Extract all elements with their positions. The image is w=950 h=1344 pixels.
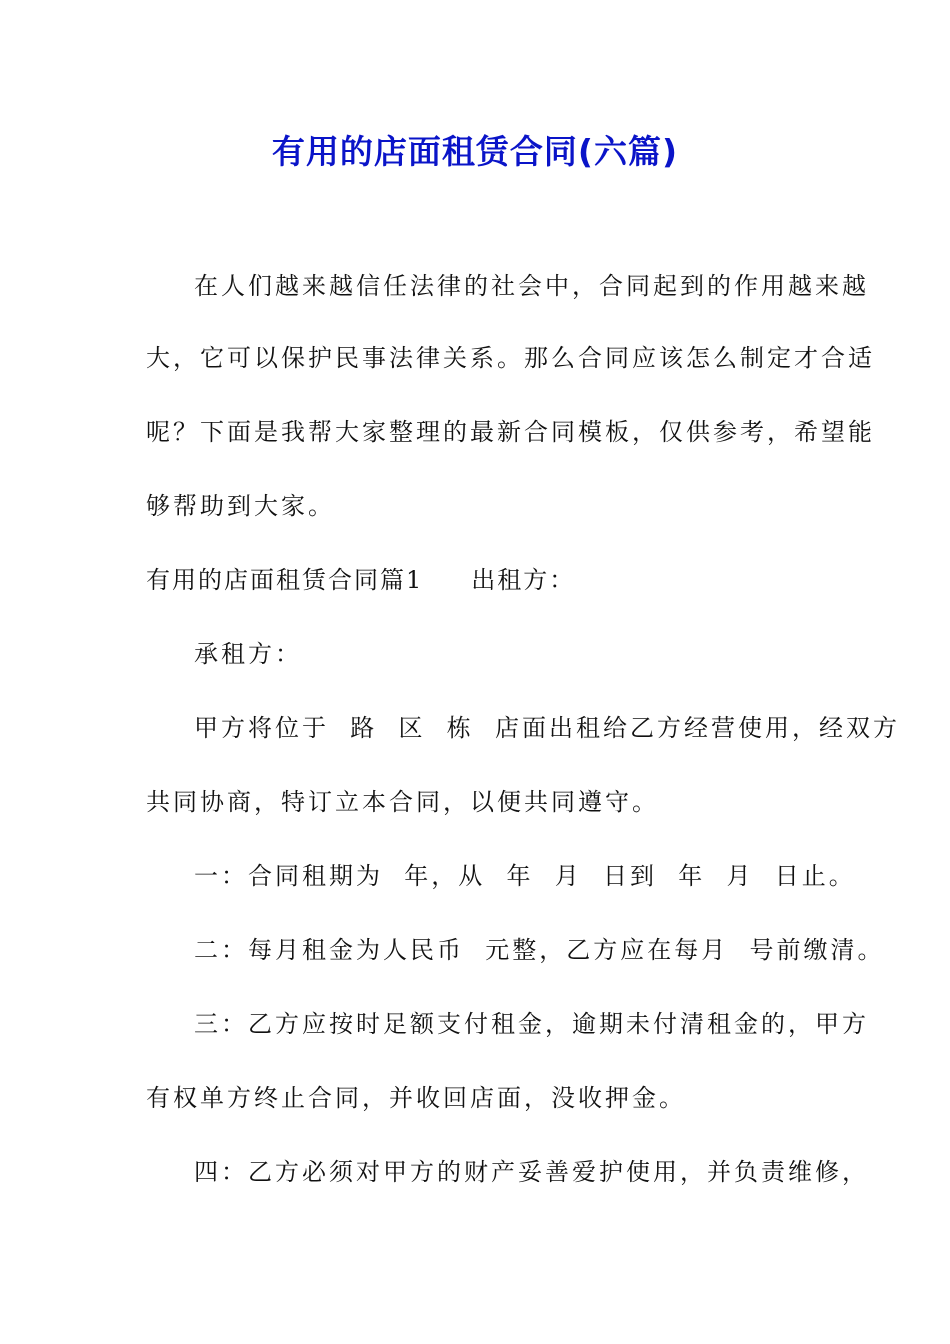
intro-line-4: 够帮助到大家。: [146, 492, 335, 520]
premises-line-2: 共同协商，特订立本合同，以便共同遵守。: [146, 788, 659, 816]
intro-line-3: 呢？下面是我帮大家整理的最新合同模板，仅供参考，希望能: [146, 418, 875, 446]
clause-3-line-2: 有权单方终止合同，并收回店面，没收押金。: [146, 1084, 686, 1112]
intro-line-1: 在人们越来越信任法律的社会中，合同起到的作用越来越: [194, 272, 869, 300]
intro-line-2: 大，它可以保护民事法律关系。那么合同应该怎么制定才合适: [146, 344, 875, 372]
section-heading: 有用的店面租赁合同篇1: [146, 566, 424, 594]
clause-4-line-1: 四：乙方必须对甲方的财产妥善爱护使用，并负责维修，: [194, 1158, 869, 1186]
lessee-label: 承租方：: [194, 640, 302, 668]
clause-2: 二：每月租金为人民币 元整，乙方应在每月 号前缴清。: [194, 936, 885, 964]
clause-3-line-1: 三：乙方应按时足额支付租金，逾期未付清租金的，甲方: [194, 1010, 869, 1038]
premises-line-1: 甲方将位于 路 区 栋 店面出租给乙方经营使用，经双方: [194, 714, 901, 742]
clause-1: 一：合同租期为 年，从 年 月 日到 年 月 日止。: [194, 862, 856, 890]
section-heading-line: [146, 562, 806, 598]
document-title: 有用的店面租赁合同(六篇): [271, 132, 679, 171]
lessor-label: 出租方：: [471, 566, 576, 594]
